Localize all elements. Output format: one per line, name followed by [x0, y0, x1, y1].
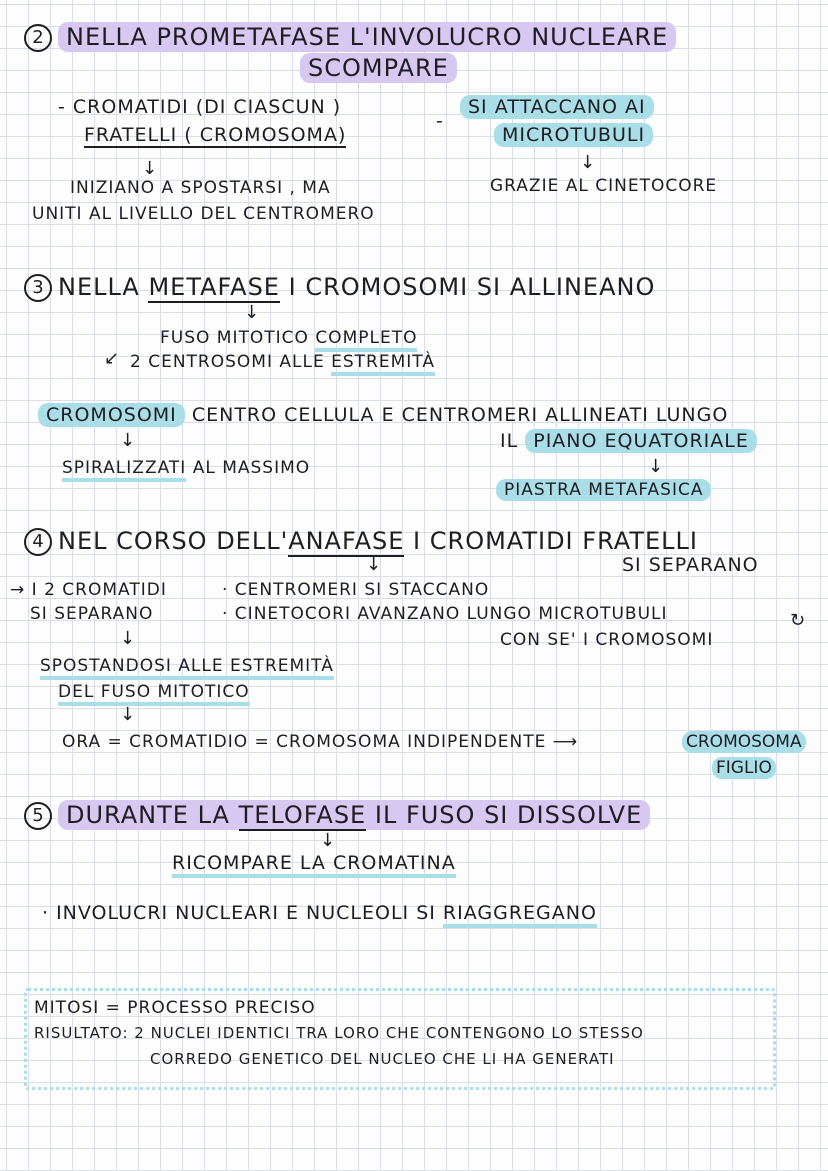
spostandosi-line1: SPOSTANDOSI ALLE ESTREMITÀ — [40, 658, 334, 675]
arrow-down-icon: ↓ — [648, 456, 664, 477]
step-number: 3 — [24, 274, 52, 302]
section-5-title-text: DURANTE LA TELOFASE IL FUSO SI DISSOLVE — [58, 800, 650, 830]
cromatidi-line1: - CROMATIDI (DI CIASCUN ) — [58, 96, 342, 118]
cromatidi-line2: FRATELLI ( CROMOSOMA) — [84, 124, 347, 146]
section-5-title — [24, 802, 650, 830]
spostandosi-line2: DEL FUSO MITOTICO — [58, 684, 250, 701]
section-3-title: 3 NELLA METAFASE I CROMOSOMI SI ALLINEANO — [24, 274, 655, 302]
arrow-down-icon: ↓ — [120, 628, 136, 649]
centrosomi-line: 2 CENTROSOMI ALLE ESTREMITÀ — [130, 354, 435, 371]
arrow-down-icon: ↓ — [120, 704, 136, 725]
section-2-title — [24, 24, 676, 52]
attach-line1: SI ATTACCANO AI — [460, 98, 654, 117]
ricompare-cromatina: RICOMPARE LA CROMATINA — [172, 854, 456, 873]
hook-arrow-icon: ↻ — [790, 610, 806, 631]
piastra-metafasica: PIASTRA METAFASICA — [496, 482, 711, 499]
metafase-keyword: METAFASE — [148, 273, 280, 301]
summary-line1: MITOSI = PROCESSO PRECISO — [34, 998, 316, 1018]
bullet-cinetocori: · CINETOCORI AVANZANO LUNGO MICROTUBULI — [222, 604, 668, 624]
piano-equatoriale-line: IL PIANO EQUATORIALE — [500, 432, 757, 451]
cromosoma-figlio-line2: FIGLIO — [712, 760, 776, 777]
section-4-title: 4 NEL CORSO DELL'ANAFASE I CROMATIDI FRATELLI — [24, 528, 698, 556]
arrow-down-icon: ↓ — [142, 158, 158, 179]
arrow-down-icon: ↓ — [320, 830, 336, 851]
attach-line2: MICROTUBULI — [494, 126, 653, 145]
cromatidi-separano-1: → I 2 CROMATIDI — [10, 580, 167, 600]
move-line1: INIZIANO A SPOSTARSI , MA — [70, 178, 331, 198]
section-4-title-line2: SI SEPARANO — [622, 554, 759, 576]
cromatidi-separano-2: SI SEPARANO — [30, 604, 154, 624]
anafase-keyword: ANAFASE — [288, 527, 405, 555]
section-2-title-line2: SCOMPARE — [300, 56, 457, 80]
bullet-centromeri: · CENTROMERI SI STACCANO — [222, 580, 490, 600]
step-number: 2 — [24, 24, 52, 52]
cromosoma-figlio-line1: CROMOSOMA — [682, 734, 806, 751]
step-number: 4 — [24, 528, 52, 556]
spiralizzati-line: SPIRALIZZATI AL MASSIMO — [62, 460, 310, 477]
step-number: 5 — [24, 802, 52, 830]
cromosomi-line: CROMOSOMI CENTRO CELLULA E CENTROMERI ALLINEATI LUNGO — [38, 406, 728, 425]
involucri-line: · INVOLUCRI NUCLEARI E NUCLEOLI SI RIAGGREGANO — [42, 904, 597, 923]
arrow-down-icon: ↓ — [366, 554, 382, 575]
move-line2: UNITI AL LIVELLO DEL CENTROMERO — [32, 204, 375, 224]
arrow-down-icon: ↓ — [580, 152, 596, 173]
dash: - — [436, 110, 444, 132]
fuso-completo: FUSO MITOTICO COMPLETO — [160, 330, 417, 347]
ora-cromatidio-line: ORA = CROMATIDIO = CROMOSOMA INDIPENDENTE ⟶ — [62, 732, 579, 752]
arrow-down-icon: ↓ — [120, 430, 136, 451]
summary-line3: CORREDO GENETICO DEL NUCLEO CHE LI HA GENERATI — [150, 1050, 615, 1068]
summary-line2: RISULTATO: 2 NUCLEI IDENTICI TRA LORO CHE CONTENGONO LO STESSO — [34, 1024, 644, 1042]
curved-arrow-icon: ↙ — [104, 348, 120, 369]
section-2-title-text: NELLA PROMETAFASE L'INVOLUCRO NUCLEARE — [58, 22, 676, 52]
arrow-down-icon: ↓ — [244, 302, 260, 323]
bullet-cinetocori-cont: CON SE' I CROMOSOMI — [500, 630, 714, 650]
thanks-cinetocore: GRAZIE AL CINETOCORE — [490, 176, 718, 196]
